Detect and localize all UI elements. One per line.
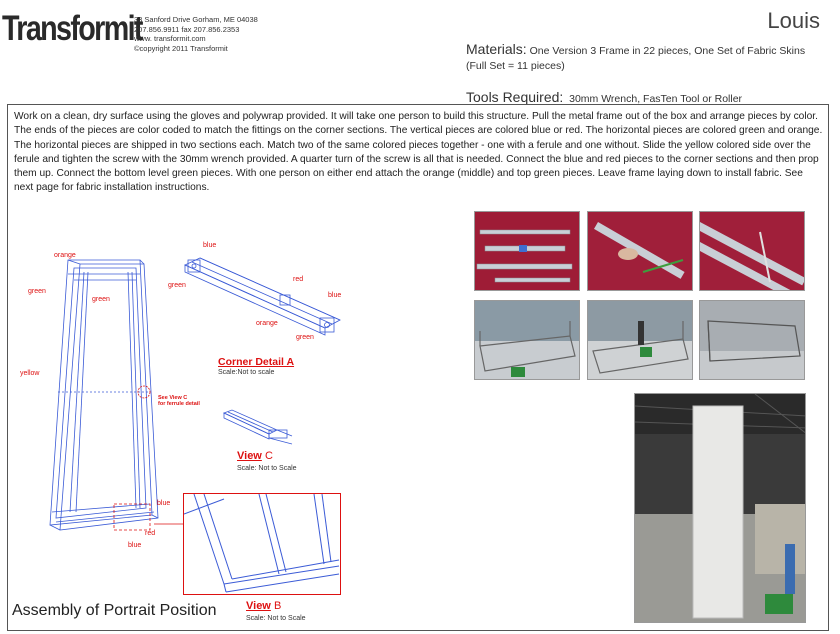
label-see-view-c: See View C for ferrule detail: [158, 395, 200, 407]
photo-pieces-3: [699, 211, 805, 291]
photo-standing-structure: [634, 393, 806, 623]
corner-detail-title: Corner Detail A: [218, 356, 295, 368]
photo-pieces-2: [587, 211, 693, 291]
photo-frame-floor-2: [587, 300, 693, 380]
contact-info: [134, 15, 258, 53]
label-blue-bottom: blue: [128, 542, 142, 549]
tools-label: Tools Required:: [466, 89, 564, 105]
materials-text: One Version 3 Frame in 22 pieces, One Set of Fabric Skins: [529, 45, 806, 57]
label-green-right: green: [92, 296, 110, 303]
materials-label: Materials:: [466, 41, 527, 57]
photo-pieces-1: [474, 211, 580, 291]
view-b-scale: Scale: Not to Scale: [246, 615, 306, 622]
corner-detail-scale: Scale:Not to scale: [218, 369, 275, 376]
page-title: Louis: [767, 8, 820, 33]
label-green-left: green: [28, 288, 46, 295]
view-c-title: View C: [237, 450, 273, 462]
label-red-bottom: red: [145, 530, 156, 537]
materials-section: [466, 42, 805, 74]
photo-frame-floor-3: [699, 300, 805, 380]
photo-frame-floor-1: [474, 300, 580, 380]
label-orange: orange: [54, 252, 76, 259]
instructions-text: Work on a clean, dry surface using the gloves and polywrap provided. It will take one person to build this structure. Pull the metal frame out of the box and arrange pieces by color. The ends of the pieces are color coded to match the fittings on the corner sections. The vertical pieces are colored blue or red. The horizontal pieces are colored green and orange. The horizontal pieces are shipped in two sections each. Match two of the same colored pieces together - one with a ferule and one without. Slide the yellow colored side over the ferule and tighten the screw with the 30mm wrench provided. A quarter turn of the screw is all that is needed. Connect the blue and red pieces to the corner sections and then prop them up. Connect the bottom level green pieces. With one person on either end attach the orange (middle) and top green pieces. Leave frame laying down to install fabric. See next page for fabric installation instructions.: [14, 111, 823, 194]
view-b-title: View B: [246, 600, 282, 612]
tools-text: 30mm Wrench, FasTen Tool or Roller: [569, 93, 743, 105]
label-blue-bottom-right: blue: [157, 500, 171, 507]
frame-diagram: [40, 250, 170, 535]
view-c-scale: Scale: Not to Scale: [237, 465, 297, 472]
corner-label-green-bottom: green: [296, 334, 314, 341]
corner-label-orange: orange: [256, 320, 278, 327]
transformit-logo: Transformit: [2, 9, 142, 48]
view-b-leader: [150, 510, 190, 540]
corner-label-blue-top: blue: [203, 242, 217, 249]
view-b-box: [183, 493, 341, 595]
website-line: www. transformit.com: [134, 34, 206, 44]
corner-label-red: red: [293, 276, 304, 283]
tools-section: [466, 89, 742, 105]
corner-label-blue-right: blue: [328, 292, 342, 299]
corner-label-green: green: [168, 282, 186, 289]
assembly-caption: Assembly of Portrait Position: [12, 602, 217, 619]
view-c-diagram: [222, 408, 297, 448]
view-b-diagram: [184, 494, 341, 595]
phone-line: 207.856.9911 fax 207.856.2353: [134, 24, 240, 34]
address-line: 33 Sanford Drive Gorham, ME 04038: [134, 15, 258, 24]
copyright-line: ©copyright 2011 Transformit: [134, 43, 228, 53]
label-yellow: yellow: [20, 370, 40, 377]
materials-text-2: (Full Set = 11 pieces): [466, 60, 565, 72]
